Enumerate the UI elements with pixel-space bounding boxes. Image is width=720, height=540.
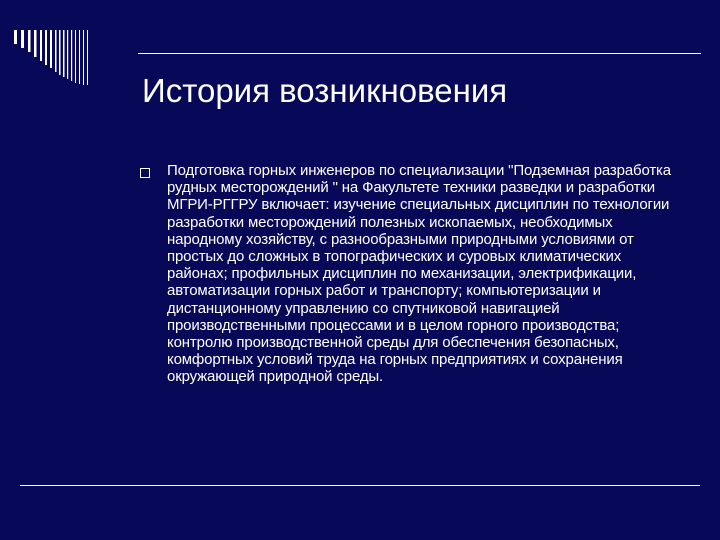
bullet-list-item (140, 162, 680, 386)
slide-title: История возникновения (142, 72, 508, 109)
vertical-bars-decoration-icon (14, 30, 134, 90)
bottom-rule (20, 485, 700, 486)
title-top-rule (138, 53, 701, 54)
hollow-square-bullet-icon (140, 168, 150, 178)
bullet-text: Подготовка горных инженеров по специализации "Подземная разработка рудных месторождений " на Факультете техники разведки и разработки МГРИ-РГГРУ включает: изучение специальных дисциплин по технологии разработки месторождений полезных ископаемых, необходимых народному хозяйству, с разнообразными природными условиями от простых до сложных в топографических и суровых климатических районах; профильных дисциплин по механизации, электрификации, автоматизации горных работ и транспорту; компьютеризации и дистанционному управлению со спутниковой навигацией производственными процессами и в целом горного производства; контролю производственной среды для обеспечения безопасных, комфортных условий труда на горных предприятиях и сохранения окружающей природной среды. (167, 162, 671, 386)
